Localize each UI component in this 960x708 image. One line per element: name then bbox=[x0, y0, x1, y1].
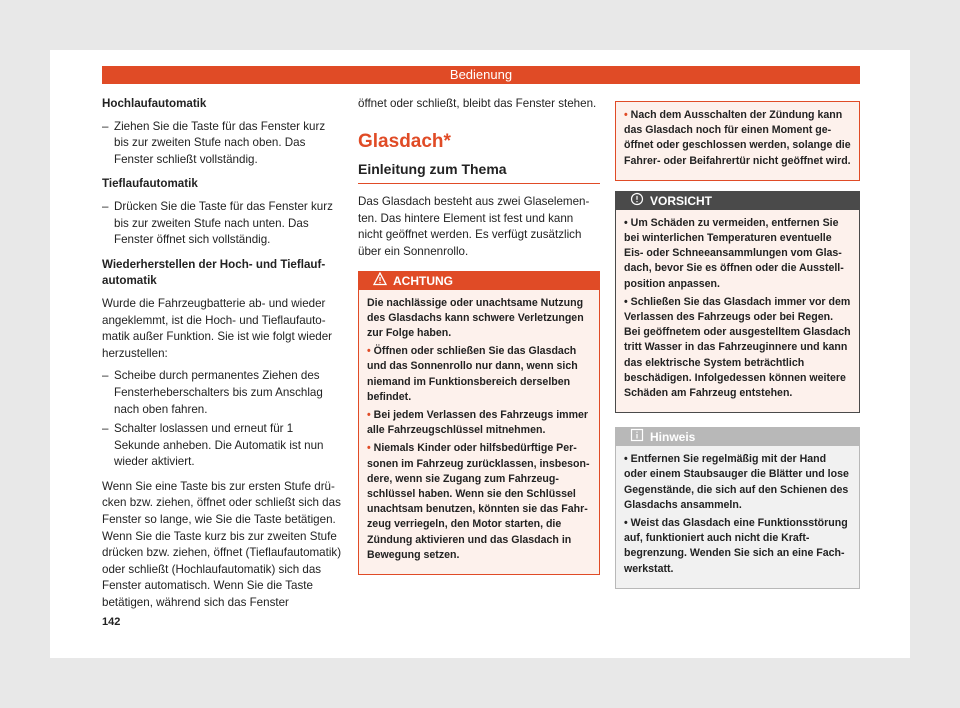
list-item bbox=[367, 408, 591, 438]
list-item bbox=[367, 441, 591, 563]
list-item-text: Schalter loslassen und erneut für 1 Sekunde anheben. Die Automatik ist nun wieder aktiviert. bbox=[114, 422, 324, 469]
subheading: Einleitung zum Thema bbox=[358, 161, 600, 185]
list-item bbox=[102, 119, 342, 169]
list-item-text: Niemals Kinder oder hilfsbedürftige Personen im Fahrzeug zurücklassen, insbesondere, wenn sie Zugang zum Fahrzeugschlüssel haben. Wenn sie den Schlüssel unachtsam benutzen, könnten sie das Fahrzeug verriegeln, den Motor starten, die Zündung aktivieren und das Glasdach in Bewegung setzen. bbox=[367, 442, 590, 561]
warning-box-continued bbox=[615, 101, 860, 181]
list-item-text: Schließen Sie das Glasdach immer vor dem Verlassen des Fahrzeugs oder bei Regen. Bei geöffnetem oder ausgestelltem Glasdach tritt Wasser in das Fahrzeuginnere und kann das elektrische System beträchtlich beschädigen. Infolgedessen können weitere Schäden am Fahrzeug entstehen. bbox=[624, 295, 851, 400]
list-item-text: Ziehen Sie die Taste für das Fenster kurz bis zur zweiten Stufe nach oben. Das Fenster schließt vollständig. bbox=[114, 119, 326, 166]
dash-marker: – bbox=[102, 119, 109, 133]
caution-label: VORSICHT bbox=[650, 193, 713, 208]
caution-box-header bbox=[616, 192, 859, 210]
list-item bbox=[102, 368, 342, 418]
heading-tieflauf: Tieflaufautomatik bbox=[102, 177, 198, 191]
paragraph: öffnet oder schließt, bleibt das Fenster stehen. bbox=[358, 97, 597, 110]
caution-circle-icon bbox=[630, 192, 644, 211]
section-header: Bedienung bbox=[102, 66, 860, 84]
bullet-marker: • bbox=[624, 517, 628, 530]
list-item-text: Um Schäden zu vermeiden, entfernen Sie bei winterlichen Temperaturen eventuelle Eis- oder Schneeansammlungen vom Glasdach, bevor Sie es öffnen oder die Ausstellposition anpassen. bbox=[624, 216, 844, 290]
section-title: Glasdach* bbox=[358, 130, 451, 152]
list-item-text: Bei jedem Verlassen des Fahrzeugs immer alle Fahrzeugschlüssel mitnehmen. bbox=[367, 408, 588, 437]
list-item-text: Drücken Sie die Taste für das Fenster kurz bis zur zweiten Stufe nach unten. Das Fenster öffnet sich vollständig. bbox=[114, 199, 333, 247]
list-item bbox=[624, 516, 851, 577]
warning-box-body bbox=[359, 290, 599, 574]
list-item bbox=[102, 421, 342, 471]
list-item-text: Weist das Glasdach eine Funktionsstörung auf, funktioniert auch nicht die Kraftbegrenzung. Wenden Sie sich an eine Fachwerkstatt. bbox=[624, 517, 848, 575]
list-item-text: Scheibe durch permanentes Ziehen des Fensterheberschalters bis zum Anschlag nach oben fahren. bbox=[114, 369, 323, 416]
bullet-marker: • bbox=[624, 216, 628, 229]
paragraph: Wurde die Fahrzeugbatterie ab- und wieder angeklemmt, ist die Hoch- und Tieflaufautomatik außer Funktion. Sie ist wie folgt wieder herzustellen: bbox=[102, 296, 333, 360]
list-item bbox=[624, 216, 851, 292]
page-number: 142 bbox=[102, 616, 121, 628]
hint-box-header bbox=[616, 428, 859, 446]
list-item bbox=[624, 108, 851, 169]
bullet-marker: • bbox=[367, 408, 371, 421]
column-left bbox=[102, 96, 342, 618]
dash-marker: – bbox=[102, 369, 109, 383]
list-item-text: Öffnen oder schließen Sie das Glasdach und das Sonnenrollo nur dann, wenn sich niemand im Funktionsbereich derselben befindet. bbox=[367, 345, 578, 403]
warning-intro: Die nachlässige oder unachtsame Nutzung des Glasdachs kann schwere Verletzungen zur Folge haben. bbox=[367, 296, 584, 339]
manual-page bbox=[50, 50, 910, 658]
dash-marker: – bbox=[102, 422, 109, 436]
caution-box bbox=[615, 191, 860, 413]
bullet-marker: • bbox=[624, 453, 628, 466]
hint-box bbox=[615, 427, 860, 589]
info-icon bbox=[630, 428, 644, 447]
bullet-marker: • bbox=[367, 442, 371, 455]
warning-box-body bbox=[616, 102, 859, 180]
list-item-text: Entfernen Sie regelmäßig mit der Hand oder einem Staubsauger die Blätter und lose Gegenstände, die sich auf den Schienen des Glasdachs ansammeln. bbox=[624, 453, 849, 511]
paragraph: Das Glasdach besteht aus zwei Glaselementen. Das hintere Element ist fest und kann nicht geöffnet werden. Es verfügt zusätzlich über ein Sonnenrollo. bbox=[358, 195, 590, 258]
heading-wiederherstellen: Wiederherstellen der Hoch- und Tieflaufautomatik bbox=[102, 257, 326, 288]
dash-marker: – bbox=[102, 199, 109, 213]
list-item-text: Nach dem Ausschalten der Zündung kann das Glasdach noch für einen Moment geöffnet oder geschlossen werden, solange die Fahrer- oder Beifahrertür nicht geöffnet wird. bbox=[624, 109, 851, 167]
heading-hochlauf: Hochlaufautomatik bbox=[102, 97, 207, 110]
bullet-marker: • bbox=[624, 295, 628, 308]
list-item bbox=[624, 452, 851, 513]
column-right bbox=[615, 96, 860, 589]
hint-label: Hinweis bbox=[650, 430, 696, 445]
warning-box-header bbox=[359, 272, 599, 290]
hint-box-body bbox=[616, 446, 859, 588]
bullet-marker: • bbox=[624, 109, 628, 121]
caution-box-body bbox=[616, 210, 859, 412]
list-item bbox=[102, 199, 342, 249]
bullet-marker: • bbox=[367, 345, 371, 358]
warning-label: ACHTUNG bbox=[393, 273, 453, 288]
list-item bbox=[367, 344, 591, 405]
warning-box bbox=[358, 271, 600, 575]
column-middle bbox=[358, 96, 600, 575]
list-item bbox=[624, 295, 851, 401]
warning-triangle-icon bbox=[373, 272, 387, 291]
paragraph: Wenn Sie eine Taste bis zur ersten Stufe drücken bzw. ziehen, öffnet oder schließt sich das Fenster so lange, wie Sie die Taste betätigen. Wenn Sie die Taste kurz bis zur zweiten Stufe drücken bzw. ziehen, öffnet (Tieflaufautomatik) oder schließt (Hochlaufautomatik) sich das Fenster automatisch. Wenn Sie die Taste betätigen, während sich das Fenster bbox=[102, 479, 342, 610]
